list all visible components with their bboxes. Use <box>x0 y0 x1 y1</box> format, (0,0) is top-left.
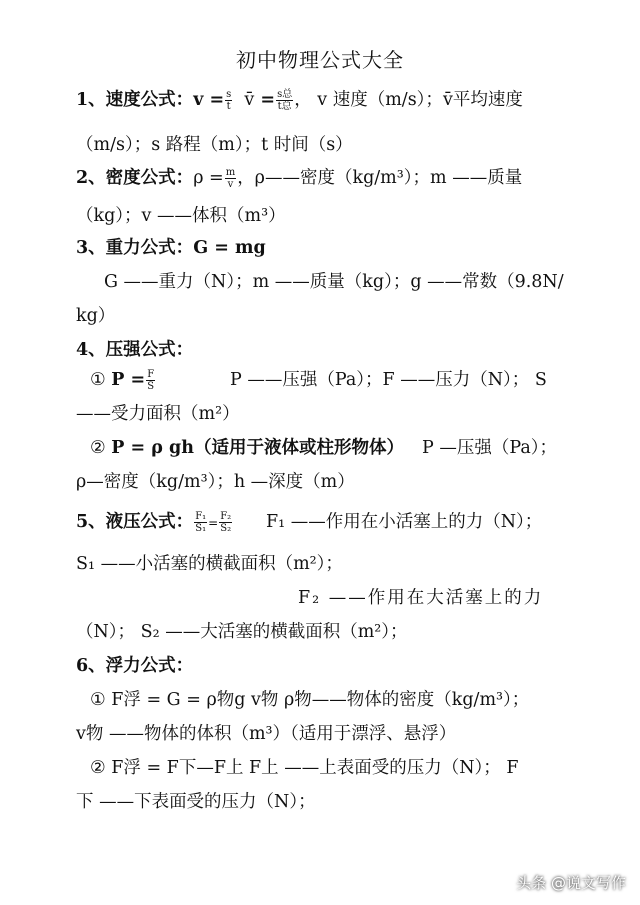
speed-desc: ， v 速度（m/s）； <box>294 90 443 110</box>
buoyancy-item2-line: ② F浮 = F下—F上 F上 ——上表面受的压力（N）； F <box>90 758 519 778</box>
hydraulic-desc-line2: S₁ ——小活塞的横截面积（m²）； <box>76 554 343 574</box>
hydraulic-desc-line3: F₂ ——作用在大活塞上的力 <box>298 588 544 608</box>
speed-desc-line2: （m/s）；s 路程（m）；t 时间（s） <box>76 135 353 155</box>
gravity-desc-line3: kg） <box>76 306 116 326</box>
speed-formula-line: 1、速度公式：v = $\frac{s}{t}$ v̄ = $\frac{\text{s总}}{\text{t总}}$ ， v 速度（m/s）；v̄平均速度 <box>76 89 523 112</box>
hydraulic-fraction-right: $\frac{\text{F₂}}{\text{S₂}}$ <box>220 511 232 534</box>
speed-heading: 1、速度公式： <box>76 90 194 110</box>
pressure-item2-line: ② P = ρ gh（适用于液体或柱形物体） <box>90 438 404 458</box>
gravity-heading: 3、重力公式： <box>76 238 194 258</box>
density-desc-line2: （kg）；v ——体积（m³） <box>76 206 286 226</box>
pressure-item1-desc: P ——压强（Pa）；F ——压力（N）； S <box>230 370 547 390</box>
gravity-desc-line2: G ——重力（N）；m ——质量（kg）；g ——常数（9.8N/ <box>104 272 564 292</box>
buoyancy-item1-line: ① F浮 = G = ρ物g v物 ρ物——物体的密度（kg/m³）； <box>90 690 530 710</box>
hydraulic-formula-line: 5、液压公式： $\frac{\text{F₁}}{\text{S₁}}$ = $\frac{\text{F₂}}{\text{S₂}}$ <box>76 511 232 534</box>
speed-v-eq: v = <box>193 90 225 110</box>
avg-v-symbol: v̄ <box>244 90 255 110</box>
watermark: 头条 @说文写作 <box>516 874 626 892</box>
page-title: 初中物理公式大全 <box>236 48 404 72</box>
density-fraction: $\frac{m}{v}$ <box>225 167 236 190</box>
pressure-fraction: $\frac{F}{S}$ <box>147 369 155 392</box>
density-heading: 2、密度公式： <box>76 168 194 188</box>
pressure-item2-line2: ρ—密度（kg/m³）；h —深度（m） <box>76 472 355 492</box>
hydraulic-desc-line4: （N）； S₂ ——大活塞的横截面积（m²）； <box>76 622 408 642</box>
buoyancy-heading: 6、浮力公式： <box>76 656 194 676</box>
hydraulic-heading: 5、液压公式： <box>76 512 194 532</box>
pressure-item1-line2: ——受力面积（m²） <box>76 404 240 424</box>
pressure-item1-line: ① P = $\frac{F}{S}$ <box>90 369 155 392</box>
avg-speed-fraction: $\frac{\text{s总}}{\text{t总}}$ <box>277 89 293 112</box>
buoyancy-item1-line2: v物 ——物体的体积（m³）（适用于漂浮、悬浮） <box>76 724 457 744</box>
hydraulic-desc: F₁ ——作用在小活塞上的力（N）； <box>266 512 543 532</box>
pressure-item2-desc: P —压强（Pa）； <box>422 438 558 458</box>
speed-fraction: $\frac{s}{t}$ <box>226 89 232 112</box>
hydraulic-fraction-left: $\frac{\text{F₁}}{\text{S₁}}$ <box>195 511 207 534</box>
pressure-heading: 4、压强公式： <box>76 340 194 360</box>
buoyancy-item2-line2: 下 ——下表面受的压力（N）； <box>76 792 316 812</box>
gravity-formula-line: 3、重力公式：G = mg <box>76 238 266 258</box>
density-formula-line: 2、密度公式：ρ = $\frac{m}{v}$ ，ρ——密度（kg/m³）；m ——质量 <box>76 167 523 190</box>
